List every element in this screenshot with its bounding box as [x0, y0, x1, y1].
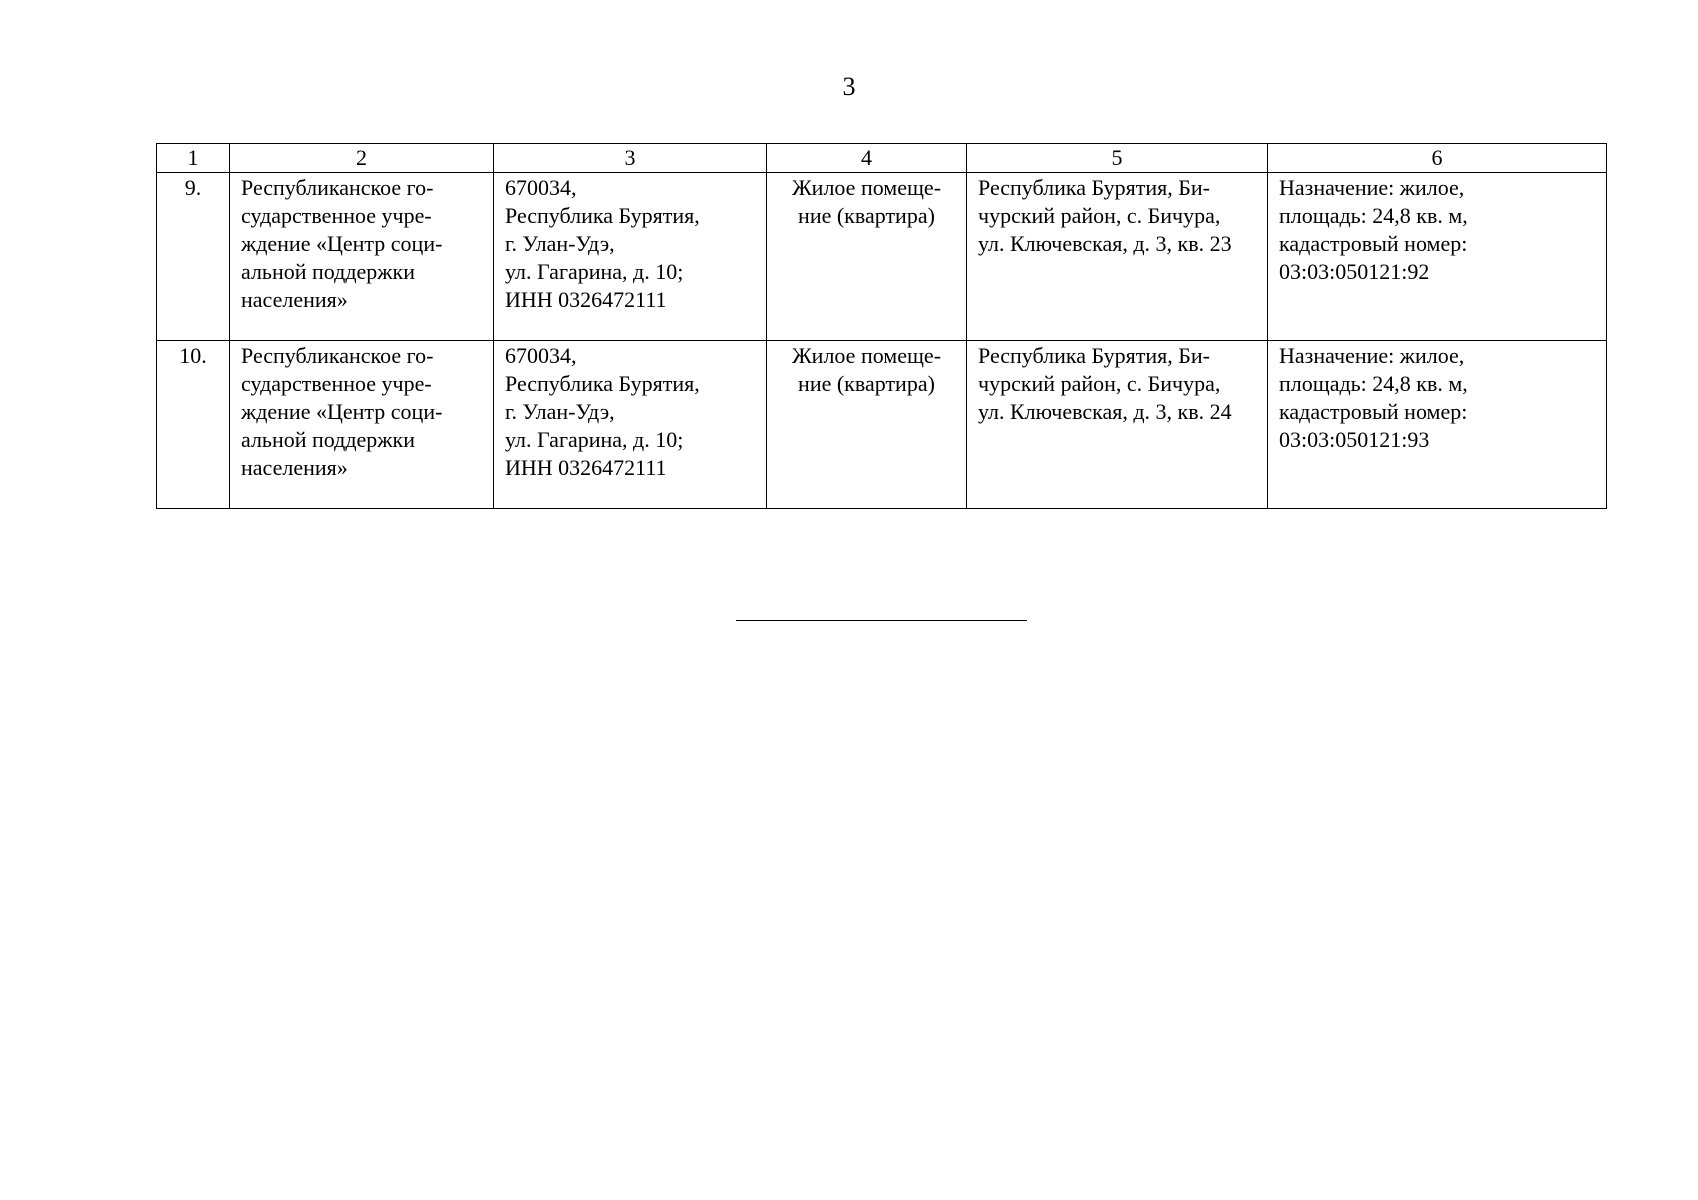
column-header: 2 [230, 144, 494, 173]
end-of-document-rule [736, 620, 1027, 621]
text-line: площадь: 24,8 кв. м, [1279, 371, 1468, 396]
text-line: ул. Гагарина, д. 10; [505, 427, 684, 452]
text-line: Республиканское го- [241, 343, 434, 368]
column-header: 6 [1268, 144, 1607, 173]
holder-name-cell [230, 341, 494, 509]
text-line: Назначение: жилое, [1279, 343, 1465, 368]
text-line: 03:03:050121:93 [1279, 427, 1430, 452]
text-line: г. Улан-Удэ, [505, 399, 615, 424]
object-name-cell [767, 341, 967, 509]
property-table [156, 143, 1607, 509]
text-line: ул. Ключевская, д. 3, кв. 23 [978, 231, 1232, 256]
table-row [157, 173, 1607, 341]
text-line: ул. Ключевская, д. 3, кв. 24 [978, 399, 1232, 424]
holder-name-cell [230, 173, 494, 341]
text-line: ул. Гагарина, д. 10; [505, 259, 684, 284]
table-header-row [157, 144, 1607, 173]
text-line: Республика Бурятия, Би- [978, 343, 1210, 368]
text-line: Республиканское го- [241, 175, 434, 200]
text-line: ждение «Центр соци- [241, 399, 443, 424]
text-line: 670034, [505, 343, 577, 368]
text-line: чурский район, с. Бичура, [978, 371, 1221, 396]
holder-address-cell [494, 173, 767, 341]
text-line: Жилое помеще- [791, 343, 942, 368]
text-line: г. Улан-Удэ, [505, 231, 615, 256]
text-line: Республика Бурятия, [505, 371, 700, 396]
column-header: 3 [494, 144, 767, 173]
object-address-cell [967, 341, 1268, 509]
column-header: 4 [767, 144, 967, 173]
object-name-cell [767, 173, 967, 341]
table-row [157, 341, 1607, 509]
text-line: чурский район, с. Бичура, [978, 203, 1221, 228]
page-number: 3 [842, 72, 856, 101]
text-line: площадь: 24,8 кв. м, [1279, 203, 1468, 228]
text-line: сударственное учре- [241, 371, 432, 396]
text-line: альной поддержки [241, 427, 415, 452]
row-number: 10. [157, 341, 230, 509]
characteristics-cell [1268, 341, 1607, 509]
text-line: сударственное учре- [241, 203, 432, 228]
text-line: ИНН 0326472111 [505, 287, 667, 312]
column-header: 1 [157, 144, 230, 173]
text-line: ждение «Центр соци- [241, 231, 443, 256]
object-address-cell [967, 173, 1268, 341]
text-line: населения» [241, 455, 348, 480]
text-line: Жилое помеще- [791, 175, 942, 200]
text-line: 670034, [505, 175, 577, 200]
text-line: Республика Бурятия, [505, 203, 700, 228]
text-line: Республика Бурятия, Би- [978, 175, 1210, 200]
characteristics-cell [1268, 173, 1607, 341]
text-line: кадастровый номер: [1279, 399, 1468, 424]
text-line: ИНН 0326472111 [505, 455, 667, 480]
text-line: населения» [241, 287, 348, 312]
row-number: 9. [157, 173, 230, 341]
column-header: 5 [967, 144, 1268, 173]
text-line: кадастровый номер: [1279, 231, 1468, 256]
text-line: ние (квартира) [798, 203, 935, 228]
text-line: Назначение: жилое, [1279, 175, 1465, 200]
text-line: альной поддержки [241, 259, 415, 284]
text-line: ние (квартира) [798, 371, 935, 396]
holder-address-cell [494, 341, 767, 509]
text-line: 03:03:050121:92 [1279, 259, 1430, 284]
